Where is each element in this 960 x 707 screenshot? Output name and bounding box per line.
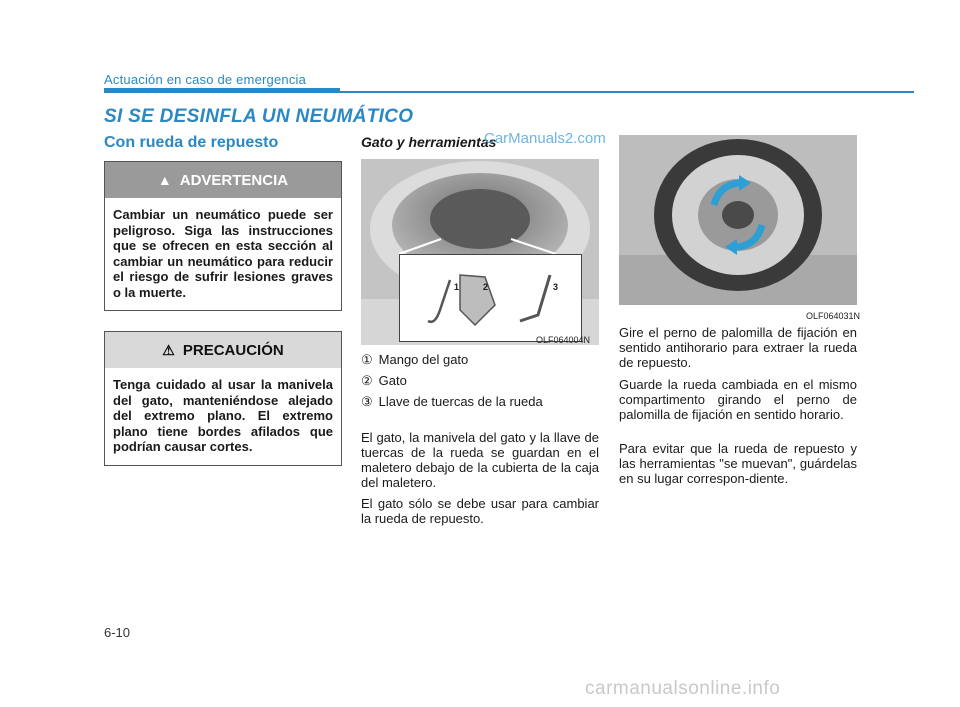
spare-paragraph-2: Guarde la rueda cambiada en el mismo compartimento girando el perno de palomilla de fijación en sentido horario.	[619, 377, 857, 422]
list-item-num: ①	[361, 352, 373, 367]
caution-header	[105, 332, 341, 368]
list-item	[361, 352, 599, 368]
warning-text: Cambiar un neumático puede ser peligroso. Siga las instrucciones que se ofrecen en esta sección al cambiar un neumático para reducir el riesgo de sufrir lesiones graves o la muerte.	[113, 207, 333, 300]
tools-paragraph-2: El gato sólo se debe usar para cambiar la rueda de repuesto.	[361, 496, 599, 526]
spare-wheel-illustration	[619, 135, 857, 305]
list-item-label: Llave de tuercas de la rueda	[378, 394, 543, 409]
caution-icon: ⚠	[162, 341, 175, 358]
watermark-top: CarManuals2.com	[484, 130, 606, 147]
warning-box	[104, 161, 342, 311]
warning-icon: ▲	[157, 172, 172, 188]
caution-text: Tenga cuidado al usar la manivela del gato, manteniéndose alejado del extremo plano. El extremo plano tiene bordes afilados que podrían causar cortes.	[113, 377, 333, 454]
caution-heading: PRECAUCIÓN	[182, 341, 284, 359]
list-item-label: Mango del gato	[378, 352, 469, 367]
warning-heading: ADVERTENCIA	[179, 171, 289, 189]
spare-paragraph-3: Para evitar que la rueda de repuesto y las herramientas "se muevan", guárdelas en su lugar correspon-diente.	[619, 441, 857, 486]
warning-header	[105, 162, 341, 198]
section-subtitle: Con rueda de repuesto	[104, 134, 279, 151]
spare-figure-code: OLF064031N	[806, 311, 861, 321]
page-title: SI SE DESINFLA UN NEUMÁTICO	[104, 106, 414, 127]
list-item-num: ②	[361, 373, 373, 388]
list-item	[361, 394, 599, 410]
spare-paragraph-1: Gire el perno de palomilla de fijación en sentido antihorario para extraer la rueda de repuesto.	[619, 325, 857, 370]
jack-tools-icon	[400, 255, 581, 341]
list-item-num: ③	[361, 394, 373, 409]
tools-paragraph-1: El gato, la manivela del gato y la llave de tuercas de la rueda se guardan en el maletero debajo de la cubierta de la caja del maletero.	[361, 430, 599, 490]
footer-watermark: carmanualsonline.info	[585, 678, 781, 699]
callout-3: 3	[553, 282, 559, 292]
section-label: Actuación en caso de emergencia	[104, 72, 307, 87]
tools-figure-code: OLF064004N	[536, 335, 591, 345]
tools-inset	[399, 254, 582, 342]
tools-list	[361, 352, 599, 410]
callout-2: 2	[483, 282, 489, 292]
spare-wheel-photo	[619, 135, 857, 305]
tools-heading: Gato y herramientas	[361, 134, 497, 150]
list-item	[361, 373, 599, 389]
page-number: 6-10	[104, 625, 131, 640]
list-item-label: Gato	[378, 373, 407, 388]
callout-1: 1	[454, 282, 460, 292]
header-rule-accent	[104, 88, 340, 92]
caution-box	[104, 331, 342, 466]
